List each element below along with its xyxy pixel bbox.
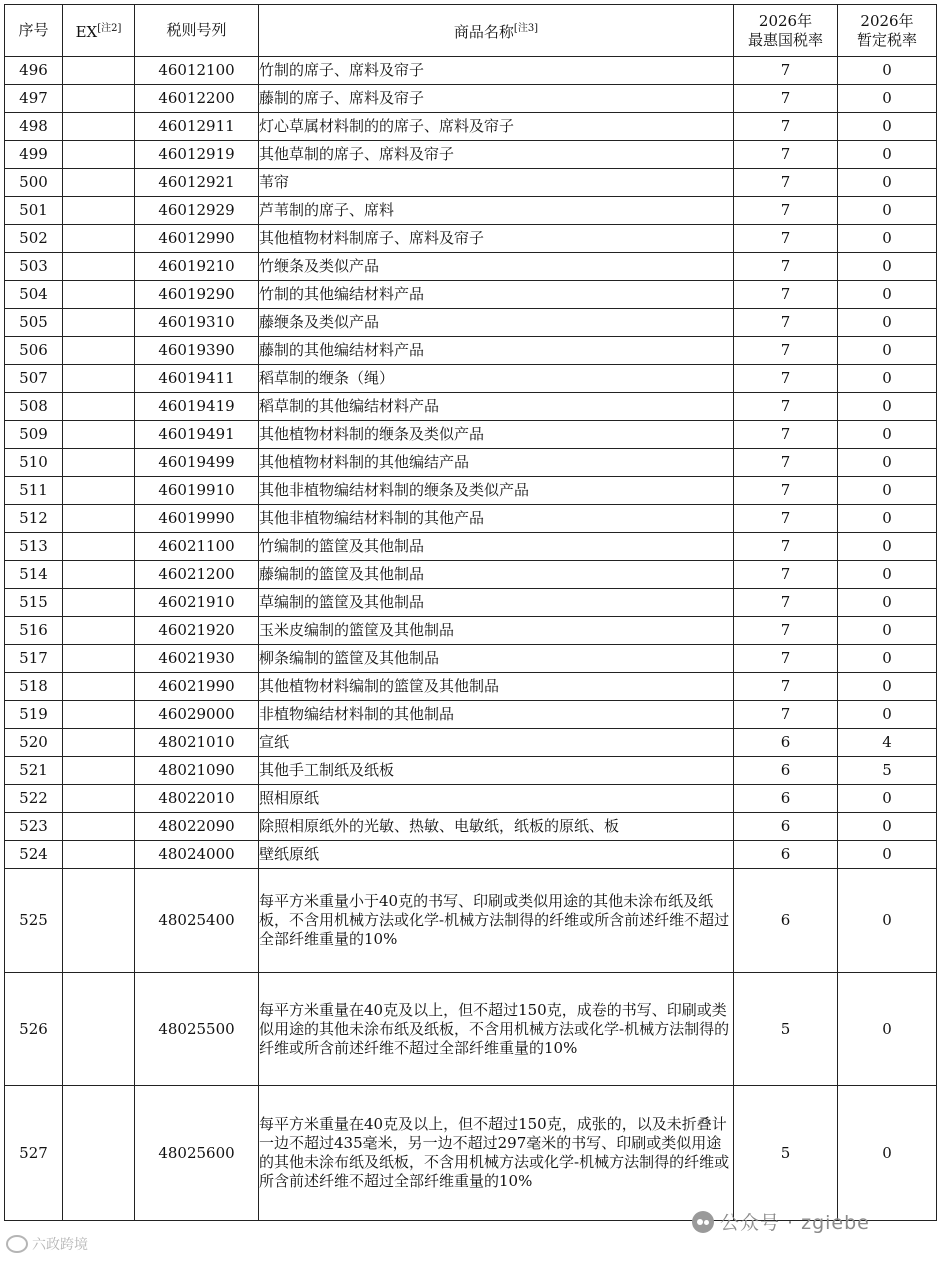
table-row [5, 309, 937, 337]
col-seq-header: 序号 [5, 5, 63, 57]
name-cell: 其他非植物编结材料制的缏条及类似产品 [259, 477, 734, 505]
code-cell: 46019910 [135, 477, 259, 505]
code-cell: 48022010 [135, 785, 259, 813]
prov-rate-cell: 4 [838, 729, 937, 757]
code-cell: 48024000 [135, 841, 259, 869]
code-cell: 46021990 [135, 673, 259, 701]
mfn-rate-cell: 5 [734, 1086, 838, 1221]
prov-rate-cell: 0 [838, 617, 937, 645]
prov-rate-cell: 0 [838, 533, 937, 561]
table-row [5, 365, 937, 393]
ex-cell [63, 477, 135, 505]
ex-cell [63, 253, 135, 281]
code-cell: 46012990 [135, 225, 259, 253]
mfn-rate-cell: 6 [734, 785, 838, 813]
corner-watermark-text: 六政跨境 [32, 1237, 88, 1253]
ex-cell [63, 589, 135, 617]
table-row [5, 869, 937, 973]
name-cell: 壁纸原纸 [259, 841, 734, 869]
ex-cell [63, 57, 135, 85]
prov-rate-cell: 0 [838, 393, 937, 421]
col-prov-header: 2026年 暂定税率 [838, 5, 937, 57]
wechat-watermark [692, 1208, 870, 1235]
col-name-header: 商品名称[注3] [259, 5, 734, 57]
table-row [5, 449, 937, 477]
table-row [5, 253, 937, 281]
code-cell: 46021200 [135, 561, 259, 589]
header-row [5, 5, 937, 57]
seq-cell: 524 [5, 841, 63, 869]
table-row [5, 645, 937, 673]
prov-rate-cell: 0 [838, 813, 937, 841]
prov-rate-cell: 0 [838, 1086, 937, 1221]
code-cell: 46019390 [135, 337, 259, 365]
prov-rate-cell: 0 [838, 477, 937, 505]
seq-cell: 515 [5, 589, 63, 617]
code-cell: 46019491 [135, 421, 259, 449]
ex-cell [63, 225, 135, 253]
table-row [5, 841, 937, 869]
ex-cell [63, 673, 135, 701]
ex-cell [63, 449, 135, 477]
code-cell: 46021910 [135, 589, 259, 617]
mfn-rate-cell: 7 [734, 113, 838, 141]
name-cell: 玉米皮编制的篮筐及其他制品 [259, 617, 734, 645]
col-mfn-header: 2026年 最惠国税率 [734, 5, 838, 57]
seq-cell: 500 [5, 169, 63, 197]
mfn-rate-cell: 7 [734, 365, 838, 393]
name-cell: 其他植物材料编制的篮筐及其他制品 [259, 673, 734, 701]
code-cell: 48025600 [135, 1086, 259, 1221]
seq-cell: 514 [5, 561, 63, 589]
seq-cell: 518 [5, 673, 63, 701]
ex-cell [63, 785, 135, 813]
code-cell: 48021010 [135, 729, 259, 757]
table-row [5, 617, 937, 645]
code-cell: 46019411 [135, 365, 259, 393]
name-cell: 藤制的席子、席料及帘子 [259, 85, 734, 113]
table-row [5, 225, 937, 253]
code-cell: 46019419 [135, 393, 259, 421]
ex-note: [注2] [97, 23, 122, 34]
seq-cell: 502 [5, 225, 63, 253]
prov-rate-cell: 0 [838, 281, 937, 309]
prov-rate-cell: 0 [838, 113, 937, 141]
ex-cell [63, 841, 135, 869]
ex-cell [63, 309, 135, 337]
name-cell: 其他植物材料制的其他编结产品 [259, 449, 734, 477]
name-cell: 柳条编制的篮筐及其他制品 [259, 645, 734, 673]
prov-rate-cell: 0 [838, 253, 937, 281]
code-cell: 48021090 [135, 757, 259, 785]
mfn-rate-cell: 6 [734, 841, 838, 869]
table-row [5, 589, 937, 617]
prov-rate-cell: 0 [838, 365, 937, 393]
prov-rate-cell: 0 [838, 869, 937, 973]
seq-cell: 506 [5, 337, 63, 365]
ex-cell [63, 973, 135, 1086]
table-row [5, 141, 937, 169]
seq-cell: 510 [5, 449, 63, 477]
seq-cell: 517 [5, 645, 63, 673]
seq-cell: 505 [5, 309, 63, 337]
name-cell: 竹制的席子、席料及帘子 [259, 57, 734, 85]
ex-cell [63, 813, 135, 841]
prov-rate-cell: 0 [838, 85, 937, 113]
watermark-text: 公众号 · zgiebe [720, 1212, 870, 1234]
table-row [5, 757, 937, 785]
prov-rate-cell: 0 [838, 673, 937, 701]
ex-cell [63, 169, 135, 197]
name-cell: 藤制的其他编结材料产品 [259, 337, 734, 365]
seq-cell: 520 [5, 729, 63, 757]
seq-cell: 526 [5, 973, 63, 1086]
code-cell: 48025400 [135, 869, 259, 973]
table-row [5, 533, 937, 561]
code-cell: 46021100 [135, 533, 259, 561]
table-row [5, 57, 937, 85]
name-cell: 竹编制的篮筐及其他制品 [259, 533, 734, 561]
mfn-rate-cell: 7 [734, 673, 838, 701]
prov-rate-cell: 0 [838, 505, 937, 533]
ex-cell [63, 729, 135, 757]
name-cell: 竹制的其他编结材料产品 [259, 281, 734, 309]
prov-rate-cell: 0 [838, 701, 937, 729]
prov-rate-cell: 0 [838, 197, 937, 225]
wechat-icon [692, 1211, 714, 1233]
table-row [5, 1086, 937, 1221]
ex-cell [63, 561, 135, 589]
ex-cell [63, 281, 135, 309]
mfn-rate-cell: 6 [734, 757, 838, 785]
seq-cell: 499 [5, 141, 63, 169]
seq-cell: 497 [5, 85, 63, 113]
code-cell: 46021920 [135, 617, 259, 645]
name-cell: 其他手工制纸及纸板 [259, 757, 734, 785]
code-cell: 46012200 [135, 85, 259, 113]
prov-rate-cell: 0 [838, 645, 937, 673]
ex-cell [63, 85, 135, 113]
seq-cell: 498 [5, 113, 63, 141]
prov-rate-cell: 0 [838, 337, 937, 365]
prov-rate-cell: 0 [838, 225, 937, 253]
ex-cell [63, 197, 135, 225]
seq-cell: 519 [5, 701, 63, 729]
ex-cell [63, 645, 135, 673]
mfn-rate-cell: 7 [734, 337, 838, 365]
ex-cell [63, 337, 135, 365]
prov-rate-cell: 0 [838, 421, 937, 449]
seq-cell: 516 [5, 617, 63, 645]
seq-cell: 523 [5, 813, 63, 841]
code-cell: 46012919 [135, 141, 259, 169]
table-row [5, 973, 937, 1086]
table-row [5, 673, 937, 701]
mfn-rate-cell: 7 [734, 85, 838, 113]
prov-rate-cell: 0 [838, 561, 937, 589]
name-cell: 藤编制的篮筐及其他制品 [259, 561, 734, 589]
prov-rate-cell: 0 [838, 169, 937, 197]
mfn-rate-cell: 7 [734, 309, 838, 337]
name-cell: 芦苇制的席子、席料 [259, 197, 734, 225]
code-cell: 46012100 [135, 57, 259, 85]
prov-rate-cell: 0 [838, 785, 937, 813]
name-cell: 其他植物材料制席子、席料及帘子 [259, 225, 734, 253]
mfn-rate-cell: 6 [734, 869, 838, 973]
name-cell: 其他草制的席子、席料及帘子 [259, 141, 734, 169]
code-cell: 46019210 [135, 253, 259, 281]
mfn-rate-cell: 7 [734, 421, 838, 449]
seq-cell: 513 [5, 533, 63, 561]
name-cell: 藤缏条及类似产品 [259, 309, 734, 337]
name-cell: 其他植物材料制的缏条及类似产品 [259, 421, 734, 449]
code-cell: 46029000 [135, 701, 259, 729]
name-cell: 苇帘 [259, 169, 734, 197]
seq-cell: 511 [5, 477, 63, 505]
name-cell: 草编制的篮筐及其他制品 [259, 589, 734, 617]
col-code-header: 税则号列 [135, 5, 259, 57]
mfn-rate-cell: 7 [734, 645, 838, 673]
name-cell: 每平方米重量小于40克的书写、印刷或类似用途的其他未涂布纸及纸板，不含用机械方法或化学-机械方法制得的纤维或所含前述纤维不超过全部纤维重量的10% [259, 869, 734, 973]
name-cell: 稻草制的其他编结材料产品 [259, 393, 734, 421]
mfn-rate-cell: 7 [734, 393, 838, 421]
prov-rate-cell: 0 [838, 57, 937, 85]
code-cell: 48025500 [135, 973, 259, 1086]
seq-cell: 501 [5, 197, 63, 225]
ex-cell [63, 701, 135, 729]
mfn-rate-cell: 7 [734, 141, 838, 169]
mfn-rate-cell: 6 [734, 813, 838, 841]
seq-cell: 503 [5, 253, 63, 281]
mfn-rate-cell: 7 [734, 561, 838, 589]
mfn-rate-cell: 7 [734, 617, 838, 645]
seq-cell: 496 [5, 57, 63, 85]
ex-cell [63, 1086, 135, 1221]
mfn-rate-cell: 7 [734, 589, 838, 617]
ex-cell [63, 505, 135, 533]
name-cell: 每平方米重量在40克及以上，但不超过150克，成张的，以及未折叠计一边不超过435毫米，另一边不超过297毫米的书写、印刷或类似用途的其他未涂布纸及纸板，不含用机械方法或化学-机械方法制得的纤维或所含前述纤维不超过全部纤维重量的10% [259, 1086, 734, 1221]
prov-rate-cell: 0 [838, 449, 937, 477]
name-cell: 灯心草属材料制的的席子、席料及帘子 [259, 113, 734, 141]
code-cell: 46019990 [135, 505, 259, 533]
mfn-rate-cell: 7 [734, 281, 838, 309]
name-cell: 除照相原纸外的光敏、热敏、电敏纸，纸板的原纸、板 [259, 813, 734, 841]
seq-cell: 504 [5, 281, 63, 309]
seq-cell: 521 [5, 757, 63, 785]
tariff-table [4, 4, 937, 1221]
table-row [5, 813, 937, 841]
name-cell: 竹缏条及类似产品 [259, 253, 734, 281]
mfn-rate-cell: 7 [734, 505, 838, 533]
table-row [5, 337, 937, 365]
seq-cell: 508 [5, 393, 63, 421]
seq-cell: 512 [5, 505, 63, 533]
table-row [5, 701, 937, 729]
name-cell: 稻草制的缏条（绳） [259, 365, 734, 393]
prov-rate-cell: 0 [838, 841, 937, 869]
ex-cell [63, 393, 135, 421]
name-cell: 非植物编结材料制的其他制品 [259, 701, 734, 729]
table-row [5, 197, 937, 225]
table-row [5, 561, 937, 589]
mfn-rate-cell: 5 [734, 973, 838, 1086]
mfn-rate-cell: 7 [734, 253, 838, 281]
name-cell: 照相原纸 [259, 785, 734, 813]
code-cell: 46021930 [135, 645, 259, 673]
prov-rate-cell: 0 [838, 309, 937, 337]
seq-cell: 507 [5, 365, 63, 393]
table-row [5, 729, 937, 757]
ex-cell [63, 533, 135, 561]
ex-cell [63, 869, 135, 973]
mfn-rate-cell: 7 [734, 449, 838, 477]
mfn-rate-cell: 7 [734, 197, 838, 225]
name-cell: 其他非植物编结材料制的其他产品 [259, 505, 734, 533]
code-cell: 46019290 [135, 281, 259, 309]
mfn-rate-cell: 7 [734, 57, 838, 85]
name-cell: 每平方米重量在40克及以上，但不超过150克，成卷的书写、印刷或类似用途的其他未涂布纸及纸板，不含用机械方法或化学-机械方法制得的纤维或所含前述纤维不超过全部纤维重量的10% [259, 973, 734, 1086]
ex-cell [63, 365, 135, 393]
col-ex-header: EX[注2] [63, 5, 135, 57]
table-row [5, 85, 937, 113]
table-row [5, 393, 937, 421]
table-row [5, 113, 937, 141]
code-cell: 46012921 [135, 169, 259, 197]
weibo-icon [6, 1235, 28, 1253]
corner-watermark [6, 1234, 88, 1254]
seq-cell: 527 [5, 1086, 63, 1221]
ex-cell [63, 141, 135, 169]
table-row [5, 281, 937, 309]
table-row [5, 421, 937, 449]
code-cell: 46019310 [135, 309, 259, 337]
mfn-rate-cell: 7 [734, 533, 838, 561]
table-row [5, 477, 937, 505]
prov-rate-cell: 0 [838, 589, 937, 617]
code-cell: 46012929 [135, 197, 259, 225]
seq-cell: 509 [5, 421, 63, 449]
table-row [5, 785, 937, 813]
seq-cell: 525 [5, 869, 63, 973]
code-cell: 46012911 [135, 113, 259, 141]
prov-rate-cell: 5 [838, 757, 937, 785]
table-row [5, 505, 937, 533]
mfn-rate-cell: 7 [734, 477, 838, 505]
mfn-rate-cell: 7 [734, 169, 838, 197]
seq-cell: 522 [5, 785, 63, 813]
name-cell: 宣纸 [259, 729, 734, 757]
name-note: [注3] [513, 23, 539, 34]
ex-cell [63, 421, 135, 449]
ex-cell [63, 757, 135, 785]
ex-cell [63, 113, 135, 141]
prov-rate-cell: 0 [838, 141, 937, 169]
table-row [5, 169, 937, 197]
mfn-rate-cell: 7 [734, 225, 838, 253]
prov-rate-cell: 0 [838, 973, 937, 1086]
ex-cell [63, 617, 135, 645]
mfn-rate-cell: 7 [734, 701, 838, 729]
code-cell: 48022090 [135, 813, 259, 841]
code-cell: 46019499 [135, 449, 259, 477]
mfn-rate-cell: 6 [734, 729, 838, 757]
